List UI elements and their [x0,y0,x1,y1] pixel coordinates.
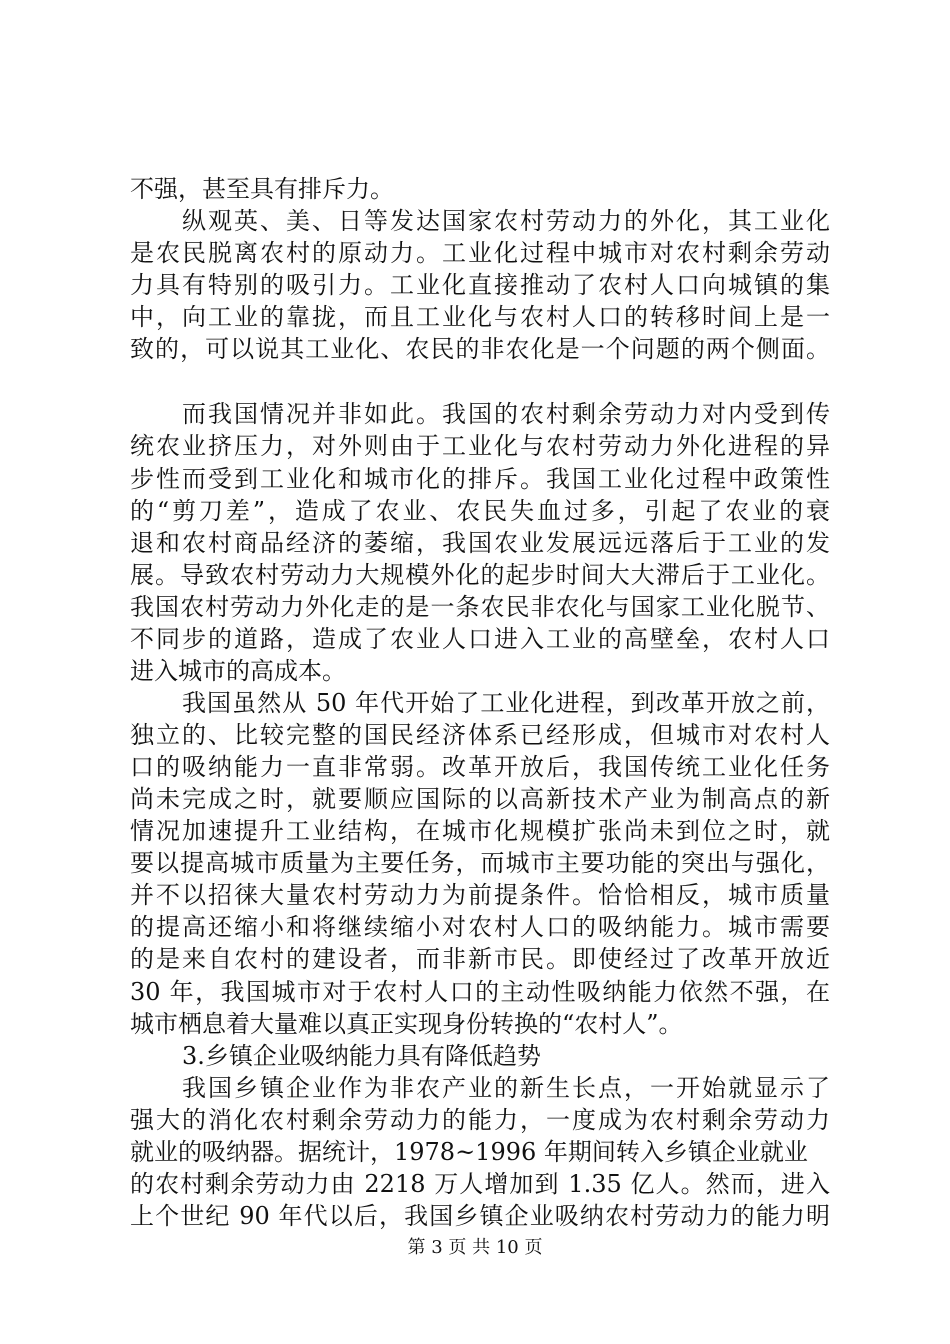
text-line: 的“剪刀差”，造成了农业、农民失血过多，引起了农业的衰 [130,497,830,525]
text-line: 力具有特别的吸引力。工业化直接推动了农村人口向城镇的集 [130,271,830,299]
text-line: 不强，甚至具有排斥力。 [130,175,394,203]
text-line: 30 年，我国城市对于农村人口的主动性吸纳能力依然不强，在 [130,978,830,1006]
text-line: 我国虽然从 50 年代开始了工业化进程，到改革开放之前， [182,689,830,717]
text-line: 就业的吸纳器。据统计，1978~1996 年期间转入乡镇企业就业 [130,1138,808,1166]
text-line: 统农业挤压力，对外则由于工业化与农村劳动力外化进程的异 [130,432,830,460]
text-line: 纵观英、美、日等发达国家农村劳动力的外化，其工业化 [182,207,830,235]
text-line: 是农民脱离农村的原动力。工业化过程中城市对农村剩余劳动 [130,239,830,267]
text-line: 而我国情况并非如此。我国的农村剩余劳动力对内受到传 [182,400,830,428]
text-line: 上个世纪 90 年代以后，我国乡镇企业吸纳农村劳动力的能力明 [130,1202,830,1230]
text-line: 不同步的道路，造成了农业人口进入工业的高壁垒，农村人口 [130,625,830,653]
text-line: 我国农村劳动力外化走的是一条农民非农化与国家工业化脱节、 [130,593,830,621]
text-line: 并不以招徕大量农村劳动力为前提条件。恰恰相反，城市质量 [130,881,830,909]
text-line: 致的，可以说其工业化、农民的非农化是一个问题的两个侧面。 [130,335,830,363]
text-line: 中，向工业的靠拢，而且工业化与农村人口的转移时间上是一 [130,303,830,331]
text-line: 的农村剩余劳动力由 2218 万人增加到 1.35 亿人。然而，进入 [130,1170,830,1198]
text-line: 进入城市的高成本。 [130,657,346,685]
page-footer: 第 3 页 共 10 页 [407,1237,543,1258]
text-line: 的提高还缩小和将继续缩小对农村人口的吸纳能力。城市需要 [130,913,830,941]
text-line: 要以提高城市质量为主要任务，而城市主要功能的突出与强化， [130,849,830,877]
text-line: 我国乡镇企业作为非农产业的新生长点，一开始就显示了 [182,1074,830,1102]
text-line: 的是来自农村的建设者，而非新市民。即使经过了改革开放近 [130,945,830,973]
text-line: 城市栖息着大量难以真正实现身份转换的“农村人”。 [130,1010,683,1038]
text-line: 尚未完成之时，就要顺应国际的以高新技术产业为制高点的新 [130,785,830,813]
text-line: 步性而受到工业化和城市化的排斥。我国工业化过程中政策性 [130,465,830,493]
text-line: 退和农村商品经济的萎缩，我国农业发展远远落后于工业的发 [130,529,830,557]
text-line: 强大的消化农村剩余劳动力的能力，一度成为农村剩余劳动力 [130,1106,830,1134]
text-line: 独立的、比较完整的国民经济体系已经形成，但城市对农村人 [130,721,830,749]
text-line: 口的吸纳能力一直非常弱。改革开放后，我国传统工业化任务 [130,753,830,781]
text-line: 情况加速提升工业结构，在城市化规模扩张尚未到位之时，就 [130,817,830,845]
section-heading: 3.乡镇企业吸纳能力具有降低趋势 [182,1042,541,1070]
text-line: 展。导致农村劳动力大规模外化的起步时间大大滞后于工业化。 [130,561,830,589]
